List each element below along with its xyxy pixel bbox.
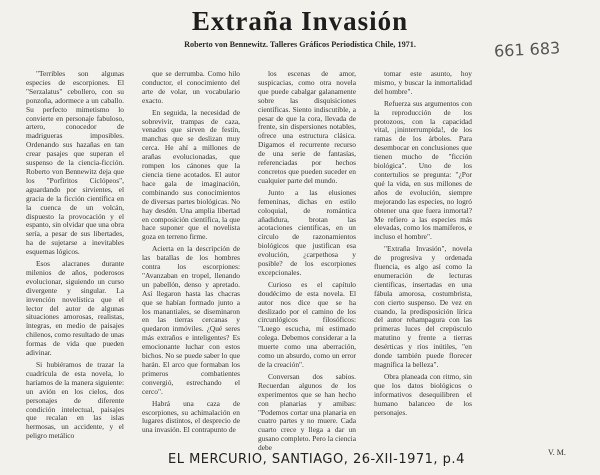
paragraph: Habrá una caza de escorpiones, su achimalación en lugares distintos, el desprecio de una invasión. El contrapunto de bbox=[142, 398, 240, 435]
paragraph: Junto a las elusiones femeninas, dichas en estilo coloquial, de romántica añadidura, brotan las acotaciones científicas, en un círculo de razonamientos biológicos que justifican esa evolución, ¿carpethosa y posible? de los escorpiones excepcionales. bbox=[258, 187, 356, 277]
paragraph: En seguida, la necesidad de sobrevivir, trampas de caza, venados que sirven de festín, manchas que se deslizan muy cerca. He ahí a millones de arañas evolucionadas, que rompen los cánones que la ciencia tiene acotados. El autor hace gala de imaginación, combinando sus conocimientos de diversas partes biológicas. No hay desdén. Una amplia libertad en composición científica, la que hace suponer que el novelista goza en terreno firme. bbox=[142, 107, 240, 242]
paragraph: Curioso es el capítulo doudécimo de esta novela. El autor nos dice que se ha deslizado por el camino de los circunlógicos filosóficos: "Luego escucha, mi estimado colega. Debemos considerar a la muerte como una aberración, como un absurdo, como un error de la creación". bbox=[258, 279, 356, 369]
paragraph: Refuerza sus argumentos con la reproducción de los protozoos, con la capacidad vital, ¡ininterrumpida!, de los ramas de los árboles. Para desembocar en conclusiones que tienen mucho de "ficción biológica". Uno de los contertulios se pregunta: "¿Por qué la vida, en sus millones de años de evolución, siempre mejorando las especies, no logró obtener una que fuera inmortal? Me refiero a las especies más elevadas, como los mamíferos, e incluso el hombre". bbox=[374, 98, 472, 242]
paragraph: los escenas de amor, suspicacias, como otra novela que puede cabalgar galanamente sobre las disquisiciones científicas. Siento indiscutible, a pesar de que la cora, llevada de frente, sin dispersiones notables, ofrece una estructura clásica. Digamos el recurrente recurso de una serie de fantasías, referenciadas por hechos concretos que pueden suceder en cualquier parte del mundo. bbox=[258, 69, 356, 185]
paragraph: Esos alacranes durante milenios de años, poderosos evolucionar, siguiendo un curso divergente y singular. La invención novelística que el lector del autor de algunas situaciones amorosas, realistas, íntegras, en medio de paisajes chilenos, como resultado de unas formas de vida que pueden adivinar. bbox=[26, 259, 124, 358]
handwritten-archive-number: 661 683 bbox=[493, 38, 561, 61]
article-column-1 bbox=[26, 70, 124, 444]
handwritten-source-line: EL MERCURIO, SANTIAGO, 26-XII-1971, p.4 bbox=[168, 452, 465, 467]
paragraph: Si hubiéramos de trazar la cuadrícula de esta novela, lo haríamos de la manera siguiente: un avión en los cielos, dos personajes de diferente condición intelectual, paisajes que recalan en las islas hermosas, un accidente, y el peligro metálico bbox=[26, 360, 124, 441]
paragraph: Acierta en la descripción de las batallas de los hombres contra los escorpiones: "Avanzaban en tropel, llenando un pabellón, denso y apretado. Así llegaron hasta las chacras que se habían formado junto a los manantiales, se diseminaron en las tierras cercanas y quedaron inmóviles. ¿Qué seres más extraños e inteligentes? Es emocionante luchar con estos bichos. No se puede saber lo que harán. El arco que formaban los primeros combatientes convergió, estrechando el cerco". bbox=[142, 244, 240, 396]
paragraph: que se derrumba. Como hilo conductor, el conocimiento del arte de volar, un vocabulario exacto. bbox=[142, 69, 240, 105]
article-column-2 bbox=[142, 70, 240, 444]
article-byline: Roberto von Bennewitz. Talleres Gráficos Periodística Chile, 1971. bbox=[184, 40, 416, 49]
paragraph: tomar este asunto, hoy mismo, y buscar la inmortalidad del hombre". bbox=[374, 69, 472, 96]
paragraph: "Terribles son algunas especies de escorpiones. El "Serzalatus" cebollero, con su ponzoña, adormece a un caballo. Su perfecto mimetismo lo convierte en personaje fabuloso, artero, conocedor de madrigueras imposibles. Ordenando sus hazañas en tan crear pasajes que superan el suspenso de la ciencia-ficción. Roberto von Bennewitz deja que los "Porfiritos Ciclópeos", aguardando por sirvientes, el gracia de la ficción científica en la cuenca de un volcán, dispuesto la provocación y el espanto, sin olvidar que una obra sería, a pesar de sus libertades, ha de sujetarse a inevitables esquemas lógicos. bbox=[26, 69, 124, 257]
author-initials: V. M. bbox=[548, 448, 566, 457]
paragraph: Obra planeada con ritmo, sin que los datos biológicos o informativos desequilibren el humano balanceo de los personajes. bbox=[374, 371, 472, 417]
article-title: Extraña Invasión bbox=[191, 6, 409, 36]
paragraph: Conversan dos sabios. Recuerdan algunos de los experimentos que se han hecho con planarias y amibas: "Podemos cortar una planaria en cuatro partes y no muere. Cada cuarto crece y llega a dar un gusano completo. Pero la ciencia debe bbox=[258, 371, 356, 453]
article-column-4 bbox=[374, 70, 472, 444]
article-column-3 bbox=[258, 69, 356, 453]
paragraph: "Extraña Invasión", novela de progresiva y ordenada fluencia, es algo así como la enumeración de lecturas científicas, insertadas en una fábula amorosa, costumbrista, con cierto suspenso. De vez en cuando, la predisposición lírica del autor rehampagura con las primeras luces del crepúsculo matutino y frente a tierras desérticas y ríos inútiles, "en donde también puede florecer magnífica la belleza". bbox=[374, 244, 472, 369]
